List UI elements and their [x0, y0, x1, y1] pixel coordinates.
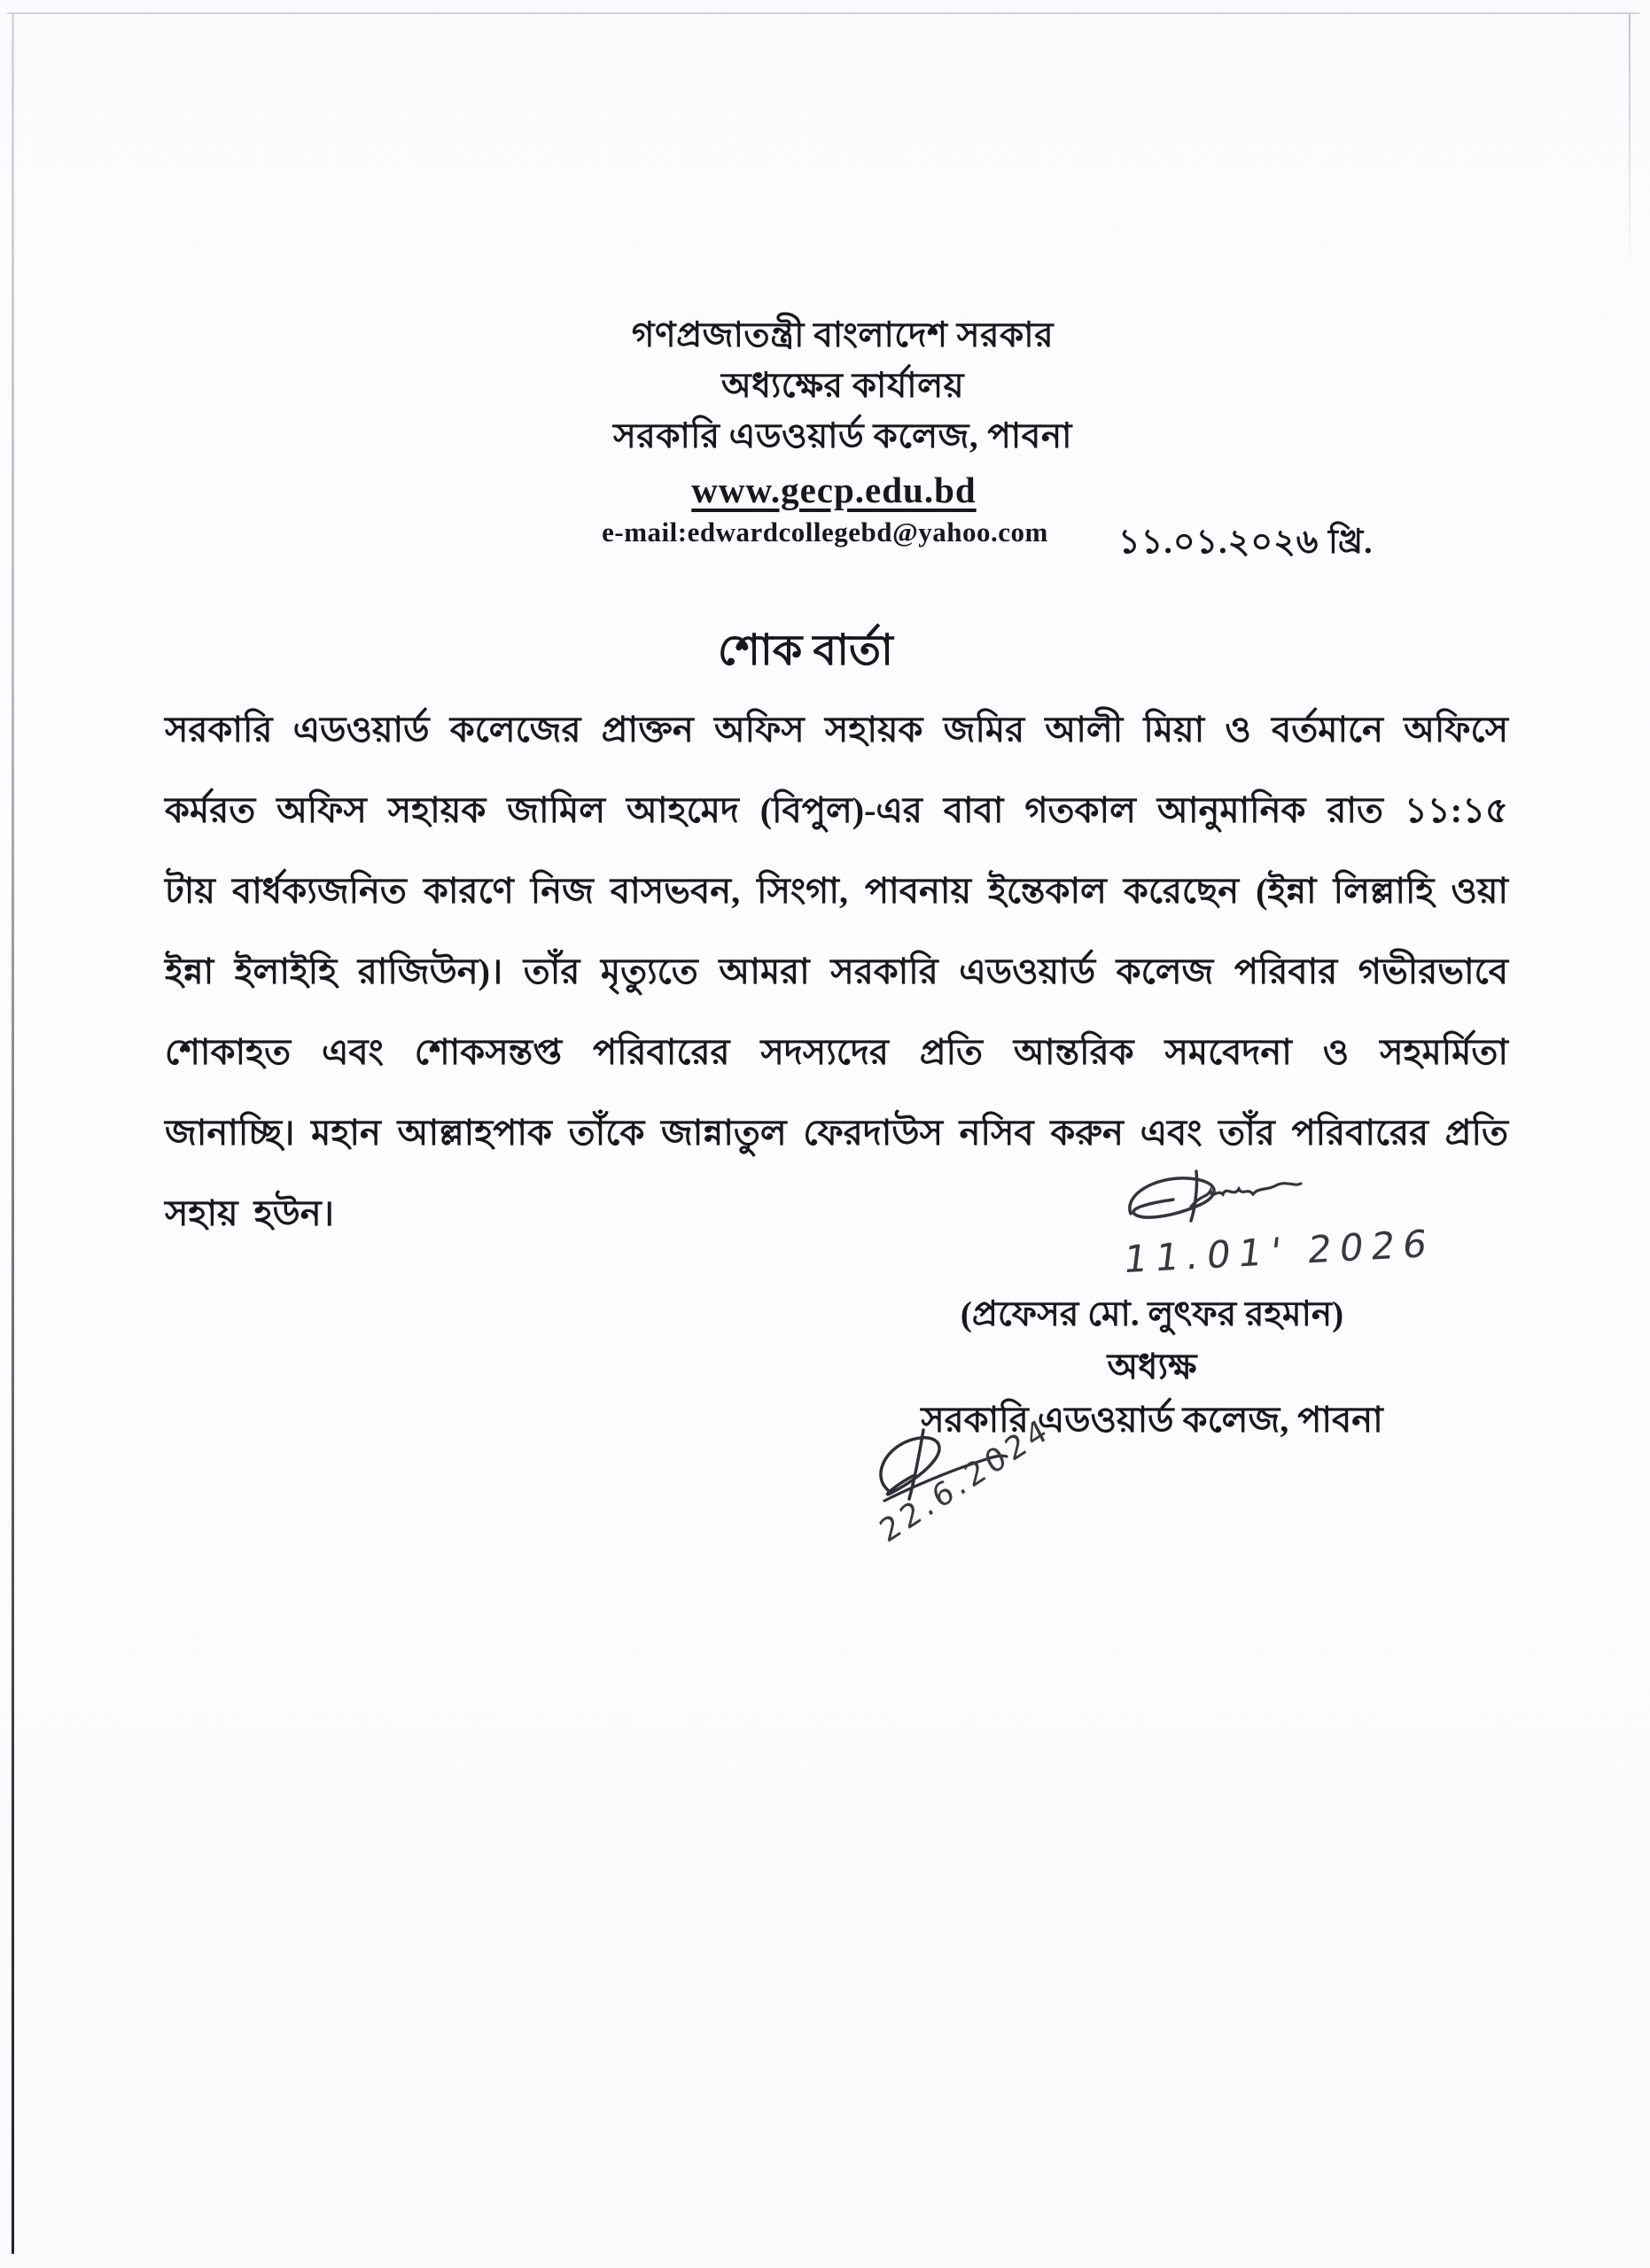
scan-edge-right — [1629, 14, 1631, 271]
signatory-organization: সরকারি এডওয়ার্ড কলেজ, পাবনা — [921, 1400, 1383, 1440]
letterhead-government: গণপ্রজাতন্ত্রী বাংলাদেশ সরকার — [631, 316, 1055, 354]
letterhead-office: অধ্যক্ষের কার্যালয় — [720, 367, 965, 405]
signatory-name: (প্রফেসর মো. লুৎফর রহমান) — [960, 1295, 1344, 1333]
scan-edge-top — [7, 12, 1639, 14]
letter-date: ১১.০১.২০২৬ খ্রি. — [1118, 524, 1374, 561]
letterhead-college: সরকারি এডওয়ার্ড কলেজ, পাবনা — [613, 417, 1072, 455]
page-title: শোক বার্তা — [718, 627, 893, 674]
handwritten-date-secondary: 22.6.2024 — [874, 1410, 1057, 1550]
handwritten-date: 11.01' 2026 — [1121, 1221, 1437, 1282]
signatory-designation: অধ্যক্ষ — [1107, 1347, 1197, 1386]
letterhead-email: e-mail:edwardcollegebd@yahoo.com — [602, 517, 1048, 548]
letterhead-website: www.gecp.edu.bd — [691, 470, 977, 510]
signature-block — [904, 1289, 1400, 1447]
letterhead — [0, 310, 1650, 548]
letter-body: সরকারি এডওয়ার্ড কলেজের প্রাক্তন অফিস সহায়ক জমির আলী মিয়া ও বর্তমানে অফিসে কর্মরত অফিস সহায়ক জামিল আহমেদ (বিপুল)-এর বাবা গতকাল আনুমানিক রাত ১১:১৫ টায় বার্ধক্যজনিত কারণে নিজ বাসভবন, সিংগা, পাবনায় ইন্তেকাল করেছেন (ইন্না লিল্লাহি ওয়া ইন্না ইলাইহি রাজিউন)। তাঁর মৃত্যুতে আমরা সরকারি এডওয়ার্ড কলেজ পরিবার গভীরভাবে শোকাহত এবং শোকসন্তপ্ত পরিবারের সদস্যদের প্রতি আন্তরিক সমবেদনা ও সহমর্মিতা জানাচ্ছি। মহান আল্লাহপাক তাঁকে জান্নাতুল ফেরদাউস নসিব করুন এবং তাঁর পরিবারের প্রতি সহায় হউন। — [165, 710, 1508, 1233]
